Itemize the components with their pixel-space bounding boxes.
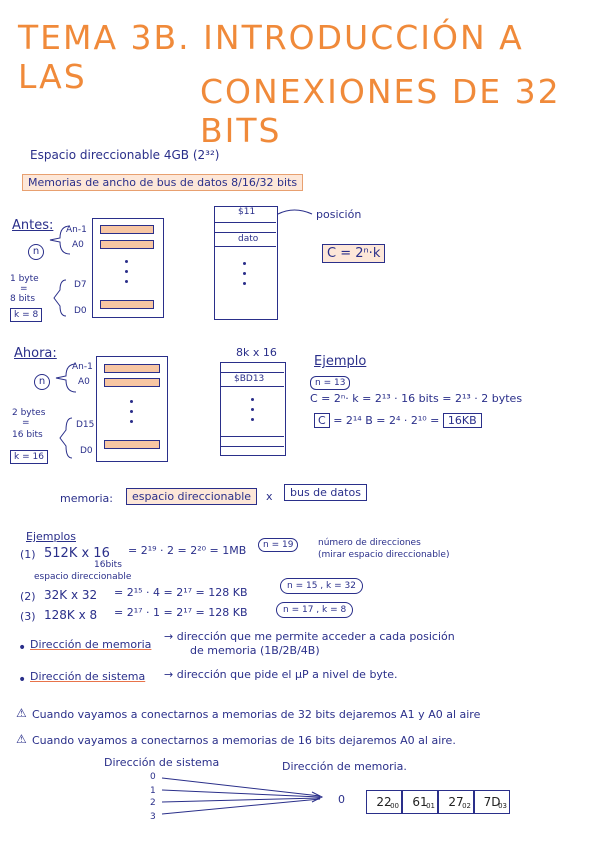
ejemplo-result: 16KB <box>443 413 482 428</box>
ej1-desc-1: número de direcciones <box>318 538 421 548</box>
ahora-dot-2 <box>130 410 133 413</box>
ahora-d-top: D15 <box>76 420 95 430</box>
memory-cell <box>366 790 402 814</box>
ejemplo-n: n = 13 <box>310 376 350 390</box>
ej1-calc: = 2¹⁹ · 2 = 2²⁰ = 1MB <box>128 544 247 557</box>
ej3-res: n = 17 , k = 8 <box>276 602 353 618</box>
memoria-bus-box: bus de datos <box>284 484 367 501</box>
antes-data-brace <box>50 276 70 320</box>
antes-dot-1 <box>125 260 128 263</box>
antes-formula: C = 2ⁿ·k <box>322 244 385 263</box>
ahora-k-box: k = 16 <box>10 450 48 464</box>
memory-cell-index: 00 <box>390 802 399 810</box>
antes-map-dot-3 <box>243 282 246 285</box>
antes-posicion-arrow <box>276 202 316 222</box>
ej1-sub-bits: 16bits <box>94 560 122 570</box>
antes-bottom-register <box>100 300 154 309</box>
antes-dot-2 <box>125 270 128 273</box>
memory-cell-index: 02 <box>462 802 471 810</box>
dir-sistema-label: Dirección de sistema <box>30 670 146 683</box>
memory-cell <box>474 790 510 814</box>
antes-cell-1: $11 <box>238 207 256 217</box>
memory-cell <box>402 790 438 814</box>
ej2-expr: 32K x 32 <box>44 588 98 602</box>
ejemplos-title: Ejemplos <box>26 530 76 543</box>
ahora-eq: = <box>22 418 30 428</box>
ej3-calc: = 2¹⁷ · 1 = 2¹⁷ = 128 KB <box>114 606 248 619</box>
antes-cell-2: dato <box>238 234 259 244</box>
ahora-bits: 16 bits <box>12 430 43 440</box>
ahora-map-dot-1 <box>251 398 254 401</box>
ej1-expr: 512K x 16 <box>44 546 110 561</box>
ahora-size: 8k x 16 <box>236 346 277 359</box>
ahora-second-register <box>104 378 160 387</box>
memory-cell-value: 61 <box>412 795 428 809</box>
nota-1: Cuando vayamos a conectarnos a memorias de 32 bits dejaremos A1 y A0 al aire <box>32 708 481 721</box>
antes-addr-bot: A0 <box>72 240 84 250</box>
diagram-num-3: 3 <box>150 812 156 822</box>
diagram-arrows <box>160 772 330 822</box>
antes-byte: 1 byte <box>10 274 39 284</box>
espacio-direccionable-text: Espacio direccionable 4GB (2³²) <box>30 148 220 162</box>
ej1-n: n = 19 <box>258 538 298 552</box>
memory-cell-value: 7D <box>483 795 501 809</box>
antes-map-dot-2 <box>243 272 246 275</box>
memory-cell-value: 27 <box>448 795 464 809</box>
antes-memory-map-line-2 <box>214 232 276 233</box>
nota-1-icon: ⚠ <box>16 706 27 720</box>
ahora-memory-map-line-4 <box>220 446 284 447</box>
nota-2-icon: ⚠ <box>16 732 27 746</box>
ahora-bottom-register <box>104 440 160 449</box>
memory-cell <box>438 790 474 814</box>
antes-d-top: D7 <box>74 280 87 290</box>
nota-2: Cuando vayamos a conectarnos a memorias de 16 bits dejaremos A0 al aire. <box>32 734 456 747</box>
memory-cell-index: 03 <box>498 802 507 810</box>
memory-cell-value: 22 <box>376 795 392 809</box>
antes-dot-3 <box>125 280 128 283</box>
ahora-top-register <box>104 364 160 373</box>
antes-memory-map-line-3 <box>214 246 276 247</box>
dir-memoria-label: Dirección de memoria <box>30 638 152 651</box>
ahora-n: n <box>38 376 46 387</box>
bullet-dir-memoria: • <box>18 640 27 656</box>
ahora-addr-top: An-1 <box>72 362 93 372</box>
antes-n: n <box>32 246 40 257</box>
antes-memory-map <box>214 206 278 320</box>
memoria-espacio-box: espacio direccionable <box>126 488 257 505</box>
antes-posicion: posición <box>316 208 362 221</box>
ahora-memory-map-line-2 <box>220 386 284 387</box>
bullet-dir-sistema: • <box>18 672 27 688</box>
ahora-memory-map-line-1 <box>220 372 284 373</box>
memoria-x: x <box>266 490 273 503</box>
dir-memoria-desc-1: → dirección que me permite acceder a cada posición <box>164 630 455 643</box>
ahora-cell-1: $BD13 <box>234 374 265 384</box>
ahora-label: Ahora: <box>14 346 57 361</box>
ejemplo-line-1: C = 2ⁿ· k = 2¹³ · 16 bits = 2¹³ · 2 bytes <box>310 392 523 405</box>
ejemplo-title: Ejemplo <box>314 354 367 369</box>
ahora-map-dot-2 <box>251 408 254 411</box>
diagram-num-0: 0 <box>150 772 156 782</box>
antes-bits: 8 bits <box>10 294 36 304</box>
antes-address-brace <box>46 222 76 258</box>
antes-memory-map-line-1 <box>214 222 276 223</box>
ej2-res: n = 15 , k = 32 <box>280 578 363 594</box>
ahora-dot-1 <box>130 400 133 403</box>
ahora-bytes: 2 bytes <box>12 408 46 418</box>
ahora-addr-bot: A0 <box>78 377 90 387</box>
ej3-expr: 128K x 8 <box>44 608 98 622</box>
antes-map-dot-1 <box>243 262 246 265</box>
ejemplo-line-2 <box>314 414 482 427</box>
title-line-1: TEMA 3B. INTRODUCCIÓN A LAS <box>18 18 524 96</box>
memoria-label: memoria: <box>60 492 113 505</box>
ahora-address-brace <box>52 360 82 396</box>
ej3-num: (3) <box>20 610 36 623</box>
ejemplo-line-2-mid: = 2¹⁴ B = 2⁴ · 2¹⁰ = <box>333 414 440 427</box>
diagram-num-1: 1 <box>150 786 156 796</box>
ahora-n-circle <box>34 374 50 390</box>
ejemplo-c-box: C <box>314 413 330 428</box>
diagram-num-2: 2 <box>150 798 156 808</box>
antes-n-circle <box>28 244 44 260</box>
dir-sistema-desc: → dirección que pide el μP a nivel de byte. <box>164 668 398 681</box>
diagram-memory-cells <box>366 790 510 814</box>
diagram-memoria-label: Dirección de memoria. <box>282 760 407 773</box>
ej2-calc: = 2¹⁵ · 4 = 2¹⁷ = 128 KB <box>114 586 248 599</box>
ahora-memory-map-line-3 <box>220 436 284 437</box>
antes-k-box: k = 8 <box>10 308 42 322</box>
antes-top-register <box>100 225 154 234</box>
dir-memoria-desc-2: de memoria (1B/2B/4B) <box>190 644 320 657</box>
ej2-num: (2) <box>20 590 36 603</box>
ej1-sub-espacio: espacio direccionable <box>34 572 132 582</box>
antes-addr-top: An-1 <box>66 225 87 235</box>
diagram-sistema-label: Dirección de sistema <box>104 756 220 769</box>
ahora-d-bot: D0 <box>80 446 93 456</box>
memorias-bus-highlight: Memorias de ancho de bus de datos 8/16/32 bits <box>22 174 303 191</box>
antes-label: Antes: <box>12 218 54 233</box>
memory-cell-index: 01 <box>426 802 435 810</box>
ahora-dot-3 <box>130 420 133 423</box>
ahora-data-brace <box>56 414 76 462</box>
ahora-map-dot-3 <box>251 418 254 421</box>
antes-d-bot: D0 <box>74 306 87 316</box>
ej1-num: (1) <box>20 548 36 561</box>
antes-second-register <box>100 240 154 249</box>
diagram-target: 0 <box>338 793 345 806</box>
antes-eq: = <box>20 284 28 294</box>
title-line-2: CONEXIONES DE 32 BITS <box>200 72 561 150</box>
ej1-desc-2: (mirar espacio direccionable) <box>318 550 450 560</box>
